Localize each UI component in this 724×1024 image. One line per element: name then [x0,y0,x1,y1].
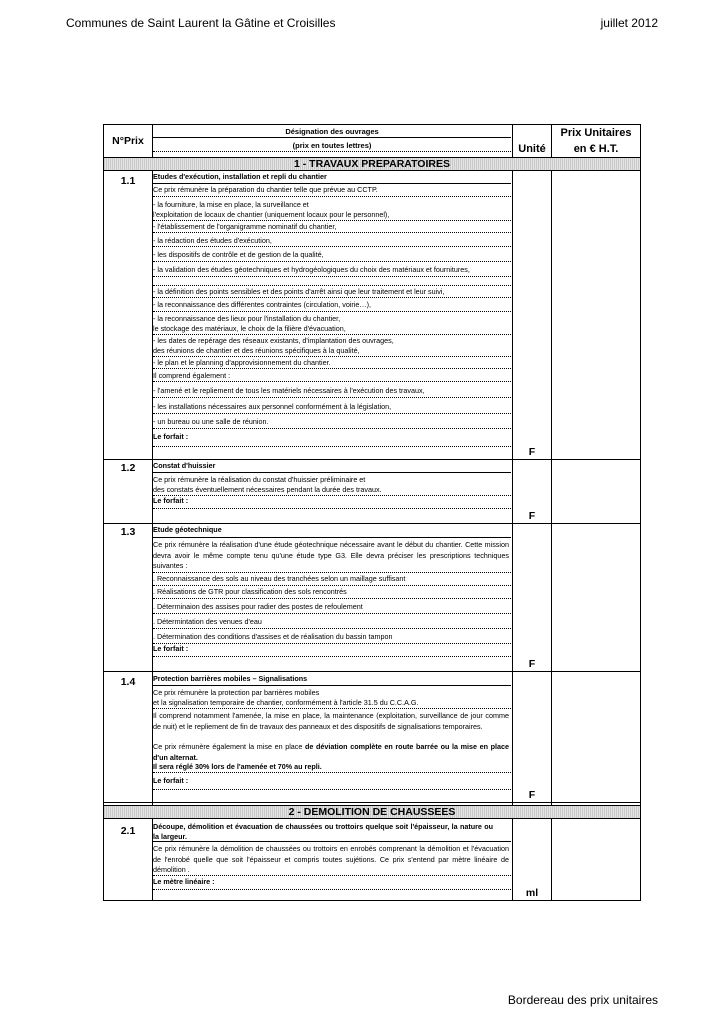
item-line: - les dates de repérage des réseaux existants, d'implantation des ouvrages, [153,336,394,345]
item-line: le stockage des matériaux, le choix de la filière d'évacuation, [153,324,346,333]
item-unit: F [528,446,536,458]
section-title: 1 - TRAVAUX PREPARATOIRES [294,158,450,170]
item-line: - l'amené et le repliement de tous les matériels nécessaires à l'exécution des travaux, [153,386,425,395]
item-line: - la reconnaissance des différentes contraintes (circulation, voirie…), [153,300,371,309]
item-line: . Déterminaion des assises pour radier des postes de refoulement [153,602,363,611]
item-line: Ce prix rémunère la préparation du chantier telle que prévue au CCTP. [153,185,378,194]
forfait-label: Le forfait : [153,644,189,653]
item-number: 1.1 [120,175,136,187]
item-paragraph-start: Ce prix rémunère également la mise en place [153,742,306,751]
item-title: Protection barrières mobiles – Signalisations [153,674,308,683]
forfait-label: Le forfait : [153,496,189,505]
item-line: . Reconnaissance des sols au niveau des tranchées selon un maillage suffisant [153,574,406,583]
item-paragraph: Il comprend notamment l'amenée, la mise en place, la maintenance (exploitation, surveillance de jour comme de nuit) et le repliement de fin de travaux des panneaux et des dispositifs de signalisations temporaires. [153,711,509,731]
item-line: - l'établissement de l'organigramme nominatif du chantier, [153,222,337,231]
item-line: des réunions de chantier et des réunions spécifiques à la qualité, [153,346,360,355]
item-number: 1.2 [120,462,136,474]
section-band [104,157,640,171]
section-title: 2 - DEMOLITION DE CHAUSSEES [288,806,456,818]
price-table [103,124,641,901]
item-title: Constat d'huissier [153,461,216,470]
item-line: des constats éventuellement nécessaires pendant la durée des travaux. [153,485,382,494]
item-line: - le plan et le planning d'approvisionnement du chantier. [153,358,331,367]
item-number: 2.1 [120,825,136,837]
item-number: 1.3 [120,526,136,538]
item-number: 1.4 [120,676,136,688]
item-line: Ce prix rémunère la réalisation du constat d'huissier préliminaire et [153,475,366,484]
item-intro: Ce prix rémunère la réalisation d'une étude géotechnique nécessaire avant le début du chantier. Cette mission devra avoir le même compte tenu qu'une étude type G3. Elle devra préciser les prescriptions techniques suivantes : [153,540,509,570]
item-line: . Détermination des conditions d'assises et de réalisation du bassin tampon [153,632,393,641]
item-line: et la signalisation temporaire de chantier, conformément à l'article 31.5 du C.C.A.G. [153,698,419,707]
item-text: Ce prix rémunère la démolition de chaussées ou trottoirs en enrobés comprenant la démolition et l'évacuation de l'enrobé quelle que soit l'épaisseur et compris toutes sujétions. Ce prix s'entend par mètre linéaire de démolition . [153,844,509,874]
forfait-label: Le forfait : [153,776,189,785]
col-prix-header-2: en € H.T. [573,143,619,155]
item-title: Etude géotechnique [153,525,222,534]
item-unit: F [528,789,536,801]
item-title: Etudes d'exécution, installation et repli du chantier [153,172,327,181]
item-title: Découpe, démolition et évacuation de chaussées ou trottoirs quelque soit l'épaisseur, la nature ou la largeur. [153,822,493,841]
forfait-label: Le mètre linéaire : [153,877,215,886]
item-line: - les dispositifs de contrôle et de gestion de la qualité, [153,250,324,259]
item-paragraph-bold: de déviation complète en route barrée ou la mise en place d'un alternat. [153,742,509,762]
col-nprix-header: N°Prix [112,135,144,147]
footer-title: Bordereau des prix unitaires [507,993,658,1007]
item-line: Il comprend également : [153,371,231,380]
item-line: l'exploitation de locaux de chantier (uniquement locaux pour le personnel), [153,210,390,219]
col-designation-subheader: (prix en toutes lettres) [292,141,372,150]
item-line: - la rédaction des études d'exécution, [153,236,272,245]
item-line: - la validation des études géotechniques et hydrogéologiques du choix des matériaux et fournitures, [153,265,470,274]
item-line: . Réalisations de GTR pour classification des sols rencontrés [153,587,347,596]
section-band [104,805,640,819]
item-line: Ce prix rémunère la protection par barrières mobiles [153,688,320,697]
item-unit: F [528,510,536,522]
item-payment-note: Il sera réglé 30% lors de l'amenée et 70% au repli. [153,762,322,771]
item-line: - la fourniture, la mise en place, la surveillance et [153,200,309,209]
item-unit: F [528,658,536,670]
item-line: - un bureau ou une salle de réunion. [153,417,269,426]
item-line: - les installations nécessaires aux personnel conformément à la législation, [153,402,392,411]
col-prix-header-1: Prix Unitaires [560,127,632,139]
header-commune: Communes de Saint Laurent la Gâtine et Croisilles [66,16,336,30]
item-unit: ml [525,887,539,899]
item-line: - la définition des points sensibles et des points d'arrêt ainsi que leur traitement et leur suivi, [153,287,445,296]
header-date: juillet 2012 [600,16,658,30]
forfait-label: Le forfait : [153,432,189,441]
item-paragraph [153,742,509,763]
item-line: . Détermintation des venues d'eau [153,617,262,626]
col-designation-header: Désignation des ouvrages [285,127,379,136]
col-unite-header: Unité [518,143,546,155]
item-line: - la reconnaissance des lieux pour l'installation du chantier, [153,314,341,323]
